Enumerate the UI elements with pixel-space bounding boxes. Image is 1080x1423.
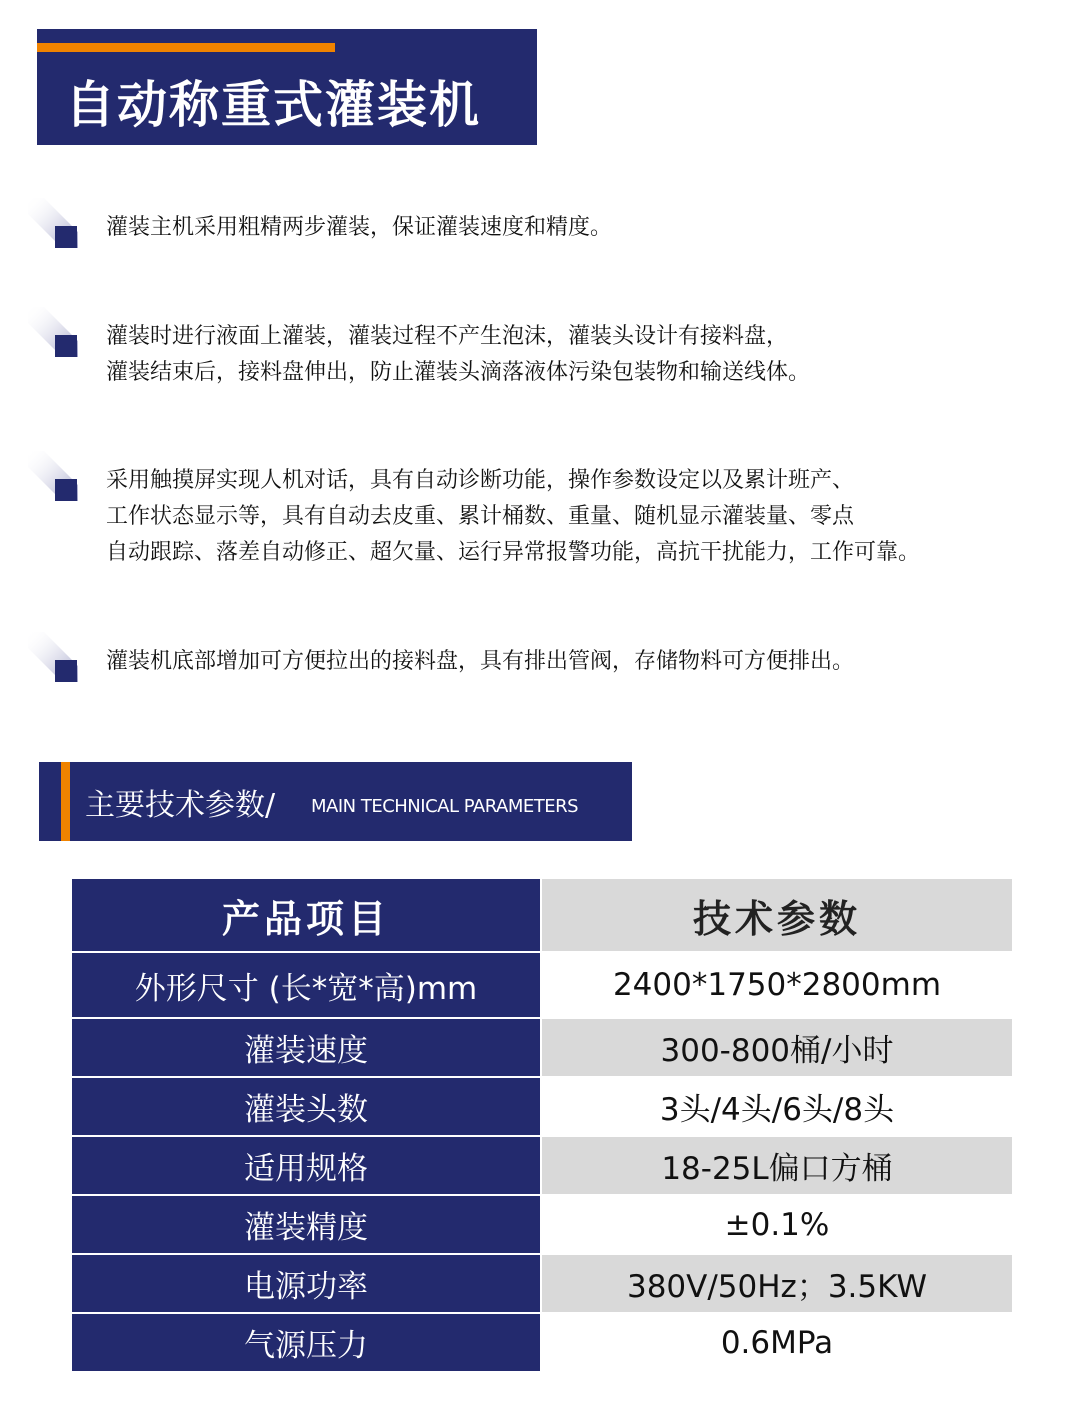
table-row xyxy=(72,1018,1012,1077)
table-row xyxy=(72,1136,1012,1195)
table-header-row xyxy=(72,879,1012,952)
param-value: 0.6MPa xyxy=(541,1313,1012,1372)
feature-line: 自动跟踪、落差自动修正、超欠量、运行异常报警功能，高抗干扰能力，工作可靠。 xyxy=(106,540,921,565)
square-bullet-icon xyxy=(22,626,78,682)
feature-line: 灌装时进行液面上灌装，灌装过程不产生泡沫，灌装头设计有接料盘， xyxy=(106,324,789,349)
feature-text xyxy=(106,644,854,680)
param-name: 外形尺寸 (长*宽*高)mm xyxy=(72,952,541,1018)
param-name: 灌装精度 xyxy=(72,1195,541,1254)
feature-text xyxy=(106,210,612,246)
parameters-table xyxy=(72,879,1012,1373)
table-row xyxy=(72,1077,1012,1136)
param-name: 灌装速度 xyxy=(72,1018,541,1077)
param-value: 2400*1750*2800mm xyxy=(541,952,1012,1018)
feature-line: 灌装机底部增加可方便拉出的接料盘，具有排出管阀，存储物料可方便排出。 xyxy=(106,649,855,674)
title-banner xyxy=(37,29,537,145)
title-accent-bar xyxy=(37,43,335,52)
param-value: 380V/50Hz；3.5KW xyxy=(541,1254,1012,1313)
feature-text xyxy=(106,463,920,571)
param-value: 3头/4头/6头/8头 xyxy=(541,1077,1012,1136)
feature-line: 工作状态显示等，具有自动去皮重、累计桶数、重量、随机显示灌装量、零点 xyxy=(106,504,855,529)
table-row xyxy=(72,1313,1012,1372)
param-value: ±0.1% xyxy=(541,1195,1012,1254)
header-item: 产品项目 xyxy=(72,879,541,952)
page-title: 自动称重式灌装机 xyxy=(65,76,481,134)
feature-line: 灌装结束后，接料盘伸出，防止灌装头滴落液体污染包装物和输送线体。 xyxy=(106,360,811,385)
param-name: 适用规格 xyxy=(72,1136,541,1195)
square-bullet-icon xyxy=(22,192,78,248)
feature-text xyxy=(106,319,810,391)
param-value: 300-800桶/小时 xyxy=(541,1018,1012,1077)
square-bullet-icon xyxy=(22,301,78,357)
section-title-cn: 主要技术参数/ xyxy=(85,788,276,823)
param-name: 气源压力 xyxy=(72,1313,541,1372)
header-param: 技术参数 xyxy=(541,879,1012,952)
section-accent-bar xyxy=(61,762,70,841)
table-row xyxy=(72,1195,1012,1254)
section-title-en: MAIN TECHNICAL PARAMETERS xyxy=(311,796,579,817)
param-value: 18-25L偏口方桶 xyxy=(541,1136,1012,1195)
param-name: 灌装头数 xyxy=(72,1077,541,1136)
table-row xyxy=(72,1254,1012,1313)
table-row xyxy=(72,952,1012,1018)
feature-line: 采用触摸屏实现人机对话，具有自动诊断功能，操作参数设定以及累计班产、 xyxy=(106,468,855,493)
square-bullet-icon xyxy=(22,445,78,501)
section-header xyxy=(39,762,632,841)
param-name: 电源功率 xyxy=(72,1254,541,1313)
feature-line: 灌装主机采用粗精两步灌装，保证灌装速度和精度。 xyxy=(106,215,613,240)
